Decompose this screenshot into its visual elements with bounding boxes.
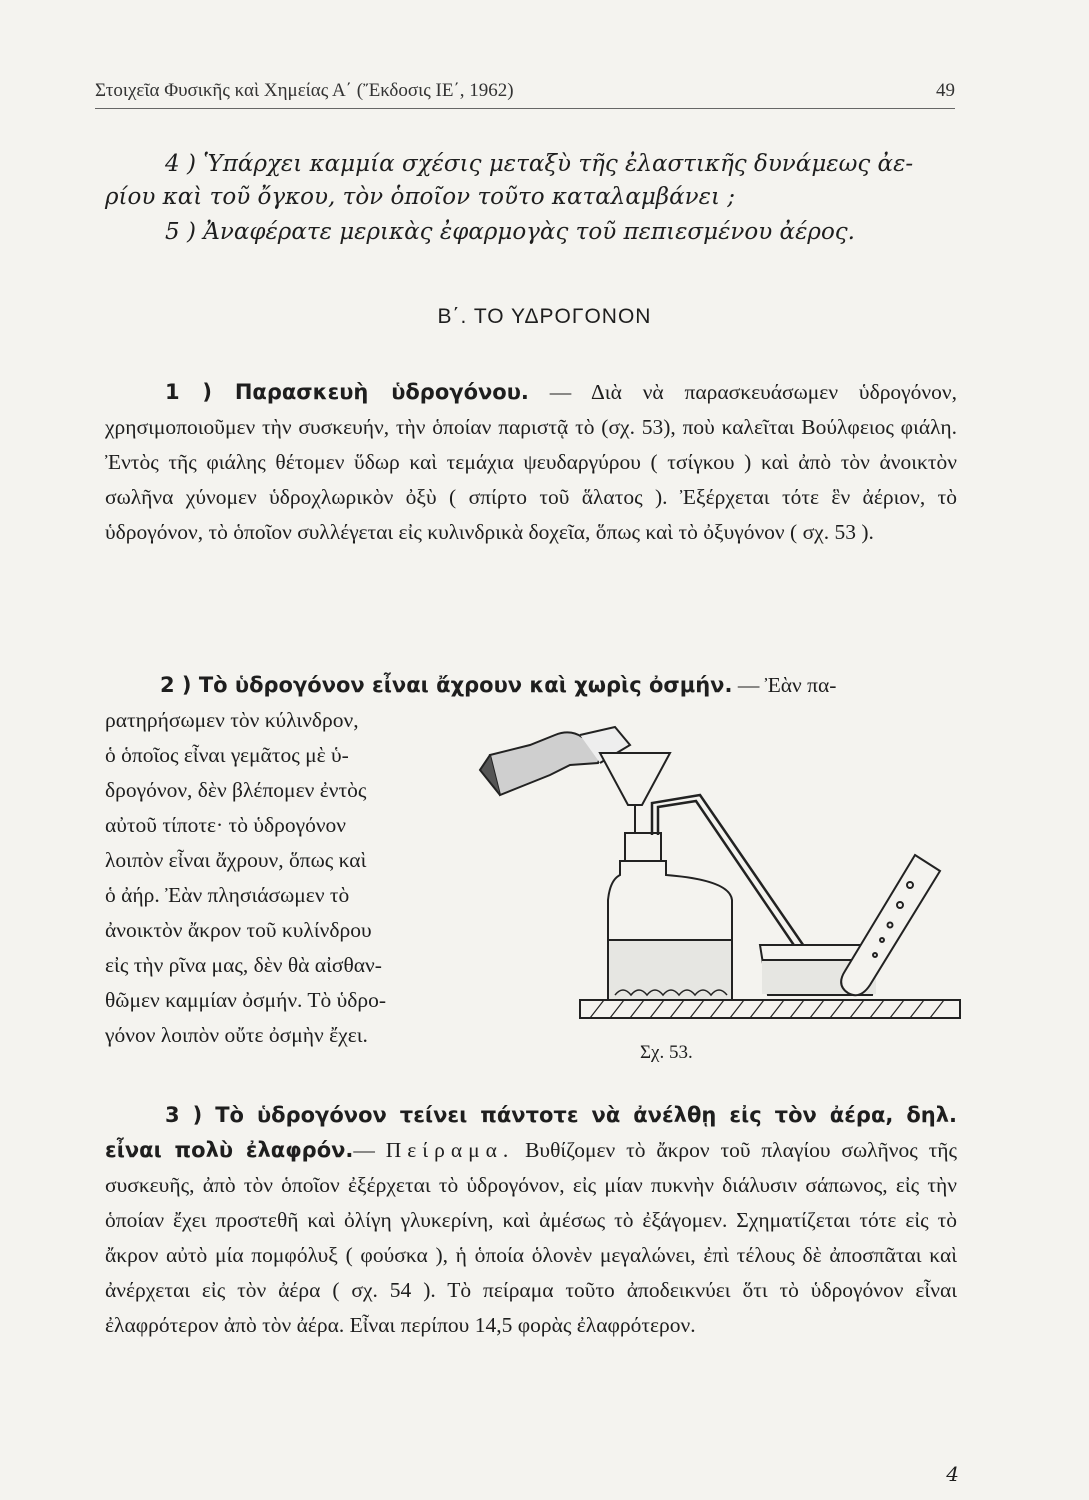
colorless-line: εἰς τὴν ρῖνα μας, δὲν θὰ αἰσθαν-	[105, 953, 382, 977]
signature-mark: 4	[946, 1462, 959, 1486]
page-number: 49	[936, 80, 955, 101]
heading-lighter: 3 ) Τὸ ὑδρογόνον τείνει πάντοτε νὰ ἀνέλθῃ εἰς τὸν ἀέρα, δηλ. εἶναι πολὺ ἐλαφρόν.	[105, 1103, 957, 1162]
figure-caption: Σχ. 53.	[640, 1042, 693, 1063]
paragraph-colorless-body	[105, 703, 465, 1053]
woulf-bottle	[608, 833, 732, 1000]
collecting-cylinder	[841, 855, 940, 995]
text-lighter: Βυθίζομεν τὸ ἄκρον τοῦ πλαγίου σωλῆνος τῆς συσκευῆς, ἀπὸ τὸν ὁποῖον ἐξέρχεται τὸ ὑδρογόνον, εἰς μίαν πυκνὴν διάλυσιν σάπωνος, εἰς τὴν ὁποίαν ἔχει προστεθῆ καὶ ὀλίγη γλυκερίνη, καὶ ἀμέσως τὸ ἐξάγομεν. Σχηματίζεται τότε εἰς τὸ ἄκρον αὐτὸ μία πομφόλυξ ( φούσκα ), ἡ ὁποία ὁλονὲν μεγαλώνει, ἐπὶ τέλους δὲ ἀποσπᾶται καὶ ἀνέρχεται εἰς τὸν ἀέρα ( σχ. 54 ). Τὸ πείραμα τοῦτο ἀποδεικνύει ὅτι τὸ ὑδρογόνον εἶναι ἐλαφρότερον ἀπὸ τὸν ἀέρα. Εἶναι περίπου 14,5 φορὰς ἐλαφρότερον.	[105, 1138, 957, 1337]
paragraph-colorless-heading	[105, 668, 957, 703]
heading-lighter-dash: —	[353, 1138, 386, 1162]
experiment-label: Πείραμα.	[385, 1138, 515, 1162]
running-header	[95, 80, 955, 109]
text-preparation: — Διὰ νὰ παρασκευάσωμεν ὑδρογόνον, χρησιμοποιοῦμεν τὴν συσκευήν, τὴν ὁποίαν παριστᾷ τὸ (σχ. 53), ποὺ καλεῖται Βούλφειος φιάλη. Ἐντὸς τῆς φιάλης θέτομεν ὕδωρ καὶ τεμάχια ψευδαργύρου ( τσίγκου ) καὶ ἀπὸ τὸν ἀνοικτὸν σωλῆνα χύνομεν ὑδροχλωρικὸν ὀξὺ ( σπίρτο τοῦ ἅλατος ). Ἐξέρχεται τότε ἓν ἀέριον, τὸ ὑδρογόνον, τὸ ὁποῖον συλλέγεται εἰς κυλινδρικὰ δοχεῖα, ὅπως καὶ τὸ ὀξυγόνον ( σχ. 53 ).	[105, 380, 957, 544]
heading-preparation: 1 ) Παρασκευὴ ὑδρογόνου.	[165, 380, 529, 404]
heading-colorless-tail: — Ἐὰν πα-	[737, 673, 837, 697]
figure-53-woulf-bottle	[470, 715, 970, 1035]
colorless-line: ἀνοικτὸν ἄκρον τοῦ κυλίνδρου	[105, 918, 372, 942]
colorless-line: γόνον λοιπὸν οὔτε ὀσμὴν ἔχει.	[105, 1023, 368, 1047]
bench-base	[580, 1000, 960, 1018]
section-title: Β΄. ΤΟ ΥΔΡΟΓΟΝΟΝ	[437, 305, 652, 328]
colorless-line: λοιπὸν εἶναι ἄχρουν, ὅπως καὶ	[105, 848, 367, 872]
heading-colorless: 2 ) Τὸ ὑδρογόνον εἶναι ἄχρουν καὶ χωρὶς ὀσμήν.	[160, 673, 733, 697]
colorless-line: ὁ ὁποῖος εἶναι γεμᾶτος μὲ ὑ-	[105, 743, 349, 767]
paragraph-preparation	[105, 375, 957, 550]
colorless-line: δρογόνον, δὲν βλέπομεν ἐντὸς	[105, 778, 367, 802]
question-5: 5 ) Ἀναφέρατε μερικὰς ἐφαρμογὰς τοῦ πεπιεσμένου ἀέρος.	[165, 219, 855, 245]
paragraph-lighter-than-air	[105, 1098, 957, 1343]
colorless-line: αὐτοῦ τίποτε· τὸ ὑδρογόνον	[105, 813, 347, 837]
question-4-line1: 4 ) Ὑπάρχει καμμία σχέσις μεταξὺ τῆς ἐλαστικῆς δυνάμεως ἀε-	[165, 151, 914, 177]
question-4	[105, 148, 955, 214]
question-4-line2: ρίου καὶ τοῦ ὄγκου, τὸν ὁποῖον τοῦτο καταλαμβάνει ;	[105, 184, 736, 210]
colorless-line: θῶμεν καμμίαν ὀσμήν. Τὸ ὑδρο-	[105, 988, 387, 1012]
running-title: Στοιχεῖα Φυσικῆς καὶ Χημείας Α΄ (Ἔκδοσις ΙΕ΄, 1962)	[95, 80, 514, 101]
colorless-line: ρατηρήσωμεν τὸν κύλινδρον,	[105, 708, 359, 732]
colorless-line: ὁ ἀήρ. Ἐὰν πλησιάσωμεν τὸ	[105, 883, 350, 907]
